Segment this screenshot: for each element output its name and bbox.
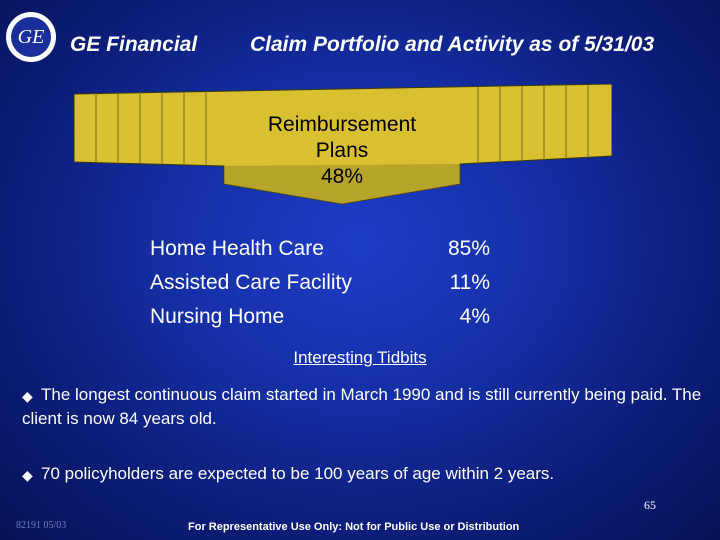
reimbursement-banner — [74, 84, 612, 206]
diamond-bullet-icon: ◆ — [22, 467, 33, 483]
tidbit-text: 70 policyholders are expected to be 100 years of age within 2 years. — [41, 464, 555, 483]
banner-label-line2: Plans — [315, 139, 369, 162]
banner-percent: 48% — [320, 165, 364, 188]
plan-row — [150, 300, 490, 334]
plans-breakdown — [150, 232, 490, 334]
plan-row — [150, 266, 490, 300]
page-number: 65 — [644, 498, 656, 512]
footer-disclaimer: For Representative Use Only: Not for Public Use or Distribution — [188, 521, 520, 533]
ge-monogram-icon: GE — [11, 17, 51, 57]
tidbits-heading — [0, 348, 720, 368]
plan-row — [150, 232, 490, 266]
footer-code: 82191 05/03 — [16, 520, 67, 531]
plan-name: Nursing Home — [150, 305, 285, 328]
tidbit-item — [22, 462, 702, 486]
banner-label — [224, 112, 460, 190]
tidbit-item — [22, 383, 702, 431]
plan-percent: 85% — [447, 237, 490, 260]
slide-title: Claim Portfolio and Activity as of 5/31/03 — [250, 33, 655, 56]
tidbit-text: The longest continuous claim started in March 1990 and is still currently being paid. The client is now 84 years old. — [22, 385, 702, 428]
ge-logo — [6, 12, 56, 62]
plan-percent: 11% — [449, 271, 490, 294]
plan-percent: 4% — [459, 305, 490, 328]
plan-name: Assisted Care Facility — [150, 271, 352, 294]
banner-label-line1: Reimbursement — [267, 113, 417, 136]
company-name: GE Financial — [70, 33, 198, 56]
plan-name: Home Health Care — [150, 237, 324, 260]
diamond-bullet-icon: ◆ — [22, 388, 33, 404]
tidbits-heading-text: Interesting Tidbits — [293, 348, 427, 367]
